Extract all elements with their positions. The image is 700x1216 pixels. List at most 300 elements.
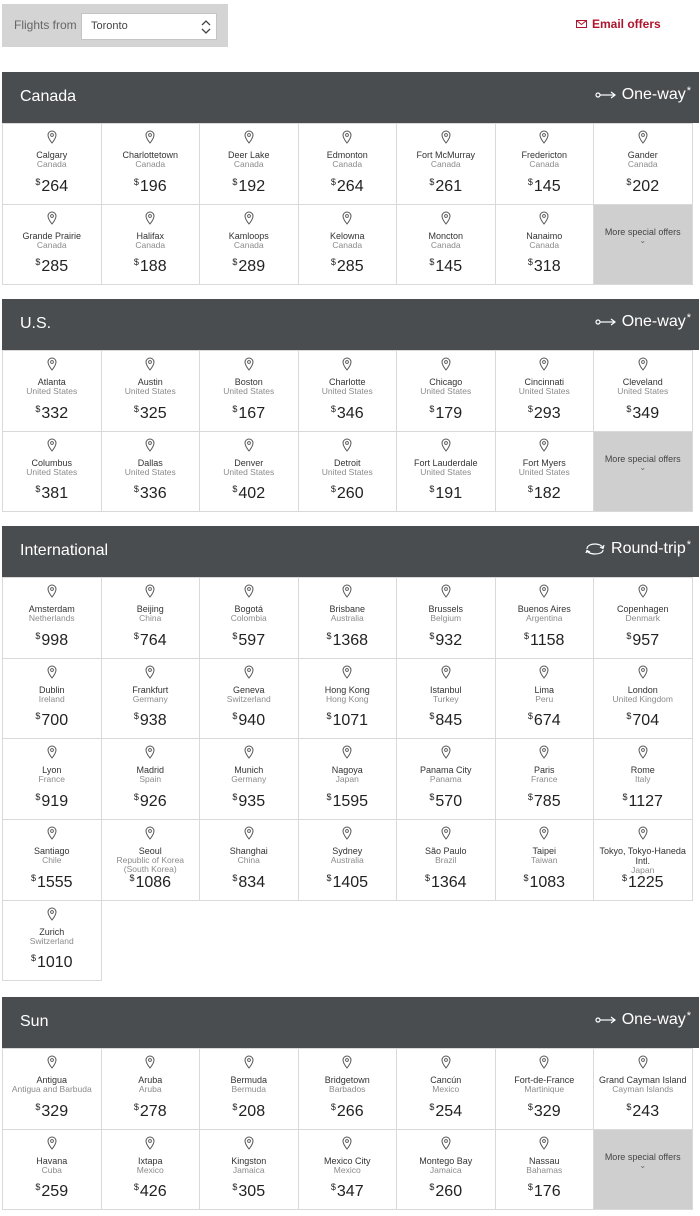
country-name: United States	[321, 466, 373, 477]
country-name: Japan	[631, 865, 655, 876]
destination-card[interactable]	[2, 819, 102, 901]
price-value: 264	[336, 177, 364, 195]
location-pin-icon	[145, 211, 155, 225]
destination-city	[498, 765, 592, 784]
city-name: Fort-de-France	[514, 1075, 575, 1085]
destination-card[interactable]	[101, 1048, 201, 1130]
city-name: Lyon	[42, 765, 62, 776]
destination-card[interactable]	[2, 738, 102, 820]
city-name: Ixtapa	[137, 1155, 163, 1166]
destination-card[interactable]	[101, 819, 201, 901]
destination-card[interactable]	[396, 738, 496, 820]
currency-symbol: $	[527, 792, 533, 803]
price-value: 188	[139, 258, 167, 276]
destination-card[interactable]	[396, 1129, 496, 1211]
city-name: Charlottetown	[122, 150, 179, 160]
destination-card[interactable]	[298, 431, 398, 513]
city-name: Munich	[234, 765, 264, 776]
city-name: Istanbul	[429, 684, 462, 695]
destination-card[interactable]	[101, 1129, 201, 1211]
destination-card[interactable]	[199, 577, 299, 659]
currency-symbol: $	[35, 1182, 41, 1193]
country-name: Netherlands	[28, 613, 75, 623]
destination-card[interactable]	[495, 1048, 595, 1130]
destination-card[interactable]	[495, 738, 595, 820]
destination-price	[200, 1183, 298, 1201]
price-value: 285	[41, 258, 69, 276]
currency-symbol: $	[523, 872, 529, 883]
country-name: Germany	[132, 693, 168, 704]
price-value: 1595	[332, 793, 369, 811]
price-value: 305	[238, 1183, 266, 1201]
price-value: 318	[533, 258, 561, 276]
destination-city	[498, 604, 592, 623]
country-name: China	[237, 855, 260, 866]
destination-price	[3, 178, 101, 196]
location-pin-icon	[539, 1055, 549, 1069]
price-value: 259	[41, 1183, 69, 1201]
location-pin-icon	[342, 357, 352, 371]
location-pin-icon	[539, 1136, 549, 1150]
destination-price	[102, 405, 200, 423]
more-offers-label: More special offers	[604, 226, 681, 237]
destination-card[interactable]	[495, 431, 595, 513]
destination-price	[594, 793, 692, 811]
currency-symbol: $	[429, 484, 435, 495]
destination-city	[301, 604, 395, 623]
location-pin-icon	[342, 584, 352, 598]
trip-type	[595, 313, 691, 331]
country-name: Brazil	[435, 855, 457, 866]
country-name: Taiwan	[531, 855, 558, 866]
city-name: Bridgetown	[324, 1075, 370, 1085]
destination-card[interactable]	[298, 204, 398, 286]
destination-card[interactable]	[495, 658, 595, 740]
destination-city	[301, 377, 395, 396]
price-value: 347	[336, 1183, 364, 1201]
destination-city	[399, 458, 493, 477]
price-value: 285	[336, 258, 364, 276]
destination-card[interactable]	[396, 123, 496, 205]
destination-city	[202, 765, 296, 784]
destination-price	[397, 485, 495, 503]
destination-city	[5, 846, 99, 865]
destination-card[interactable]	[101, 123, 201, 205]
price-value: 349	[632, 404, 660, 422]
destination-city	[399, 1075, 493, 1094]
destination-card[interactable]	[2, 350, 102, 432]
city-name: Cincinnati	[524, 377, 565, 387]
currency-symbol: $	[626, 630, 632, 641]
destination-card[interactable]	[495, 350, 595, 432]
location-pin-icon	[145, 1055, 155, 1069]
trip-type-label: One-way	[621, 1011, 686, 1028]
country-name: Argentina	[526, 613, 563, 623]
origin-value: Toronto	[91, 20, 128, 32]
currency-symbol: $	[133, 1101, 139, 1112]
price-value: 336	[139, 485, 167, 503]
currency-symbol: $	[429, 1101, 435, 1112]
origin-select[interactable]	[81, 13, 217, 40]
price-value: 1158	[530, 631, 565, 649]
destination-price	[594, 632, 692, 650]
country-name: Cuba	[41, 1164, 62, 1175]
destination-card[interactable]	[396, 350, 496, 432]
destination-city	[5, 604, 99, 623]
city-name: London	[627, 684, 658, 695]
destination-card[interactable]	[396, 577, 496, 659]
price-value: 597	[238, 631, 266, 649]
destination-card[interactable]	[396, 658, 496, 740]
country-name: United States	[420, 466, 472, 477]
more-offers-label: More special offers	[604, 1151, 681, 1162]
destination-price	[3, 954, 101, 972]
destination-card[interactable]	[593, 658, 693, 740]
destination-card[interactable]	[593, 577, 693, 659]
select-arrows-icon	[200, 17, 212, 37]
destination-card[interactable]	[593, 1048, 693, 1130]
destination-price	[102, 485, 200, 503]
currency-symbol: $	[35, 484, 41, 495]
section-us	[2, 299, 699, 511]
destination-card[interactable]	[2, 658, 102, 740]
country-name: United States	[26, 386, 78, 396]
price-value: 192	[238, 177, 266, 195]
destination-price	[3, 1103, 101, 1121]
country-name: Australia	[330, 855, 364, 866]
trip-asterisk: *	[686, 85, 691, 97]
destination-card[interactable]	[593, 350, 693, 432]
destination-card[interactable]	[298, 1048, 398, 1130]
trip-asterisk: *	[686, 1010, 691, 1022]
destination-price	[496, 178, 594, 196]
currency-symbol: $	[35, 1101, 41, 1112]
price-value: 191	[435, 485, 463, 503]
destination-card[interactable]	[199, 431, 299, 513]
currency-symbol: $	[35, 403, 41, 414]
destination-price	[3, 258, 101, 276]
destination-city	[202, 604, 296, 623]
city-name: Copenhagen	[616, 604, 669, 614]
city-name: Fort McMurray	[416, 150, 475, 160]
destination-card[interactable]	[495, 1129, 595, 1211]
destination-card[interactable]	[593, 738, 693, 820]
currency-symbol: $	[527, 257, 533, 268]
country-name: France	[531, 774, 558, 785]
country-name: Hong Kong	[325, 693, 369, 704]
destination-city	[399, 765, 493, 784]
trip-type-label: Round-trip	[611, 540, 686, 557]
city-name: Buenos Aires	[517, 604, 571, 614]
location-pin-icon	[47, 438, 57, 452]
more-offers-text	[594, 227, 692, 245]
city-name: Bermuda	[230, 1075, 268, 1085]
location-pin-icon	[47, 1055, 57, 1069]
price-value: 260	[336, 485, 364, 503]
destination-price	[200, 258, 298, 276]
price-value: 402	[238, 485, 266, 503]
country-name: Mexico	[432, 1084, 460, 1094]
destination-city	[399, 377, 493, 396]
trip-type-label: One-way	[621, 86, 686, 103]
country-name: Belgium	[430, 613, 462, 623]
destination-city	[301, 231, 395, 250]
price-value: 266	[336, 1102, 364, 1120]
currency-symbol: $	[232, 1101, 238, 1112]
price-value: 278	[139, 1102, 167, 1120]
city-name: Amsterdam	[28, 604, 75, 614]
location-pin-icon	[244, 357, 254, 371]
currency-symbol: $	[527, 711, 533, 722]
destination-card[interactable]	[298, 658, 398, 740]
destination-card[interactable]	[2, 1129, 102, 1211]
destination-card[interactable]	[396, 204, 496, 286]
destination-price	[102, 632, 200, 650]
destination-card[interactable]	[199, 350, 299, 432]
trip-type	[595, 1011, 691, 1029]
destination-card[interactable]	[2, 204, 102, 286]
city-name: Fredericton	[521, 150, 568, 160]
destination-city	[202, 1075, 296, 1094]
price-value: 208	[238, 1102, 266, 1120]
destination-card[interactable]	[199, 738, 299, 820]
location-pin-icon	[244, 1055, 254, 1069]
destination-price	[397, 258, 495, 276]
price-value: 700	[41, 712, 69, 730]
price-value: 182	[533, 485, 561, 503]
destination-card[interactable]	[593, 123, 693, 205]
location-pin-icon	[539, 745, 549, 759]
destination-card[interactable]	[101, 204, 201, 286]
location-pin-icon	[441, 745, 451, 759]
price-value: 260	[435, 1183, 463, 1201]
currency-symbol: $	[429, 1182, 435, 1193]
destination-card[interactable]	[298, 738, 398, 820]
country-name: United States	[321, 386, 373, 396]
country-name: Canada	[627, 159, 658, 169]
city-name: Shanghai	[229, 846, 268, 857]
destination-card[interactable]	[199, 1129, 299, 1211]
destination-price	[102, 712, 200, 730]
destination-city	[104, 458, 198, 477]
currency-symbol: $	[330, 257, 336, 268]
destination-card[interactable]	[199, 123, 299, 205]
more-special-offers-button[interactable]	[593, 204, 693, 286]
destination-card[interactable]	[101, 658, 201, 740]
destination-city	[104, 765, 198, 784]
destination-card[interactable]	[495, 577, 595, 659]
currency-symbol: $	[30, 953, 36, 964]
destination-card[interactable]	[593, 819, 693, 901]
destination-city	[596, 846, 690, 875]
destination-grid	[2, 350, 699, 511]
destination-city	[5, 377, 99, 396]
city-name: Kingston	[231, 1155, 267, 1166]
country-name: Turkey	[432, 693, 459, 704]
city-name: Dublin	[38, 684, 65, 695]
city-name: Beijing	[136, 604, 164, 614]
section-header	[2, 299, 699, 350]
more-special-offers-button[interactable]	[593, 431, 693, 513]
destination-price	[299, 405, 397, 423]
price-value: 426	[139, 1183, 167, 1201]
destination-card[interactable]	[2, 123, 102, 205]
city-name: Seoul	[138, 846, 162, 857]
email-offers-link[interactable]	[576, 16, 661, 32]
destination-city	[301, 1156, 395, 1175]
destination-city	[5, 150, 99, 169]
destination-card[interactable]	[2, 431, 102, 513]
chevron-down-icon: ⌄	[639, 462, 647, 472]
destination-price	[102, 1183, 200, 1201]
location-pin-icon	[47, 745, 57, 759]
location-pin-icon	[638, 130, 648, 144]
currency-symbol: $	[527, 484, 533, 495]
destination-card[interactable]	[298, 123, 398, 205]
city-name: Nassau	[528, 1155, 560, 1166]
country-name: Canada	[430, 239, 461, 250]
country-name: Canada	[332, 239, 363, 250]
country-name: Switzerland	[29, 935, 74, 946]
city-name: Paris	[533, 765, 555, 776]
destination-city	[301, 458, 395, 477]
city-name: Cleveland	[622, 377, 663, 387]
destination-card[interactable]	[199, 1048, 299, 1130]
location-pin-icon	[145, 438, 155, 452]
country-name: Aruba	[138, 1084, 162, 1094]
country-name: Canada	[233, 159, 264, 169]
currency-symbol: $	[232, 1182, 238, 1193]
destination-city	[596, 765, 690, 784]
price-value: 570	[435, 793, 463, 811]
city-name: Moncton	[428, 230, 464, 241]
destination-card[interactable]	[495, 204, 595, 286]
destination-city	[596, 604, 690, 623]
country-name: United States	[420, 386, 472, 396]
city-name: Sydney	[332, 846, 363, 857]
destination-price	[102, 793, 200, 811]
destination-price	[397, 1103, 495, 1121]
country-name: Ireland	[38, 693, 65, 704]
city-name: Bogotá	[234, 604, 264, 614]
location-pin-icon	[638, 665, 648, 679]
destination-card[interactable]	[199, 204, 299, 286]
city-name: Boston	[234, 377, 263, 387]
destination-card[interactable]	[199, 819, 299, 901]
country-name: United States	[26, 466, 78, 477]
destination-city	[202, 685, 296, 704]
section-title: Sun	[20, 1013, 49, 1030]
destination-card[interactable]	[396, 431, 496, 513]
country-name: Canada	[332, 159, 363, 169]
currency-symbol: $	[133, 711, 139, 722]
location-pin-icon	[244, 584, 254, 598]
currency-symbol: $	[622, 792, 628, 803]
destination-card[interactable]	[396, 819, 496, 901]
location-pin-icon	[638, 826, 648, 840]
destination-card[interactable]	[298, 577, 398, 659]
destination-price	[397, 1183, 495, 1201]
section-international	[2, 526, 699, 980]
destination-card[interactable]	[495, 819, 595, 901]
currency-symbol: $	[626, 1101, 632, 1112]
city-name: Panama City	[419, 765, 472, 776]
destination-card[interactable]	[298, 819, 398, 901]
destination-price	[299, 485, 397, 503]
destination-card[interactable]	[2, 1048, 102, 1130]
city-name: Fort Myers	[522, 457, 566, 468]
more-special-offers-button[interactable]	[593, 1129, 693, 1211]
location-pin-icon	[145, 665, 155, 679]
country-name: Chile	[42, 855, 62, 866]
price-value: 674	[533, 712, 561, 730]
location-pin-icon	[441, 584, 451, 598]
destination-card[interactable]	[199, 658, 299, 740]
country-name: United States	[518, 466, 570, 477]
city-name: Columbus	[31, 457, 73, 468]
city-name: Gander	[627, 150, 658, 160]
country-name: Japan	[335, 774, 359, 785]
country-name: Canada	[233, 239, 264, 250]
price-value: 293	[533, 404, 561, 422]
currency-symbol: $	[133, 176, 139, 187]
destination-card[interactable]	[495, 123, 595, 205]
price-value: 1010	[36, 954, 73, 972]
price-value: 196	[139, 177, 167, 195]
section-title: Canada	[20, 88, 77, 105]
city-name: Antigua	[36, 1075, 68, 1085]
price-value: 935	[238, 793, 266, 811]
destination-price	[496, 1103, 594, 1121]
section-canada	[2, 72, 699, 284]
currency-symbol: $	[429, 792, 435, 803]
more-offers-label: More special offers	[604, 453, 681, 464]
price-value: 176	[533, 1183, 561, 1201]
destination-city	[498, 685, 592, 704]
currency-symbol: $	[527, 176, 533, 187]
destination-card[interactable]	[298, 1129, 398, 1211]
destination-price	[299, 632, 397, 650]
location-pin-icon	[244, 211, 254, 225]
country-name: Bermuda	[231, 1084, 266, 1094]
destination-card[interactable]	[101, 577, 201, 659]
currency-symbol: $	[133, 257, 139, 268]
destination-card[interactable]	[101, 350, 201, 432]
location-pin-icon	[47, 130, 57, 144]
destination-card[interactable]	[101, 431, 201, 513]
location-pin-icon	[47, 665, 57, 679]
destination-price	[496, 874, 594, 892]
city-name: Tokyo, Tokyo-Haneda Intl.	[599, 846, 686, 867]
price-value: 834	[238, 873, 266, 891]
destination-city	[104, 150, 198, 169]
destination-card[interactable]	[2, 577, 102, 659]
destination-card[interactable]	[396, 1048, 496, 1130]
destination-price	[200, 178, 298, 196]
country-name: Canada	[529, 159, 560, 169]
destination-price	[3, 793, 101, 811]
destination-card[interactable]	[101, 738, 201, 820]
destination-city	[5, 231, 99, 250]
destination-price	[496, 793, 594, 811]
envelope-icon	[576, 20, 587, 28]
price-value: 179	[435, 404, 463, 422]
price-value: 381	[41, 485, 69, 503]
currency-symbol: $	[326, 872, 332, 883]
destination-card[interactable]	[298, 350, 398, 432]
currency-symbol: $	[330, 176, 336, 187]
destination-card[interactable]	[2, 900, 102, 982]
